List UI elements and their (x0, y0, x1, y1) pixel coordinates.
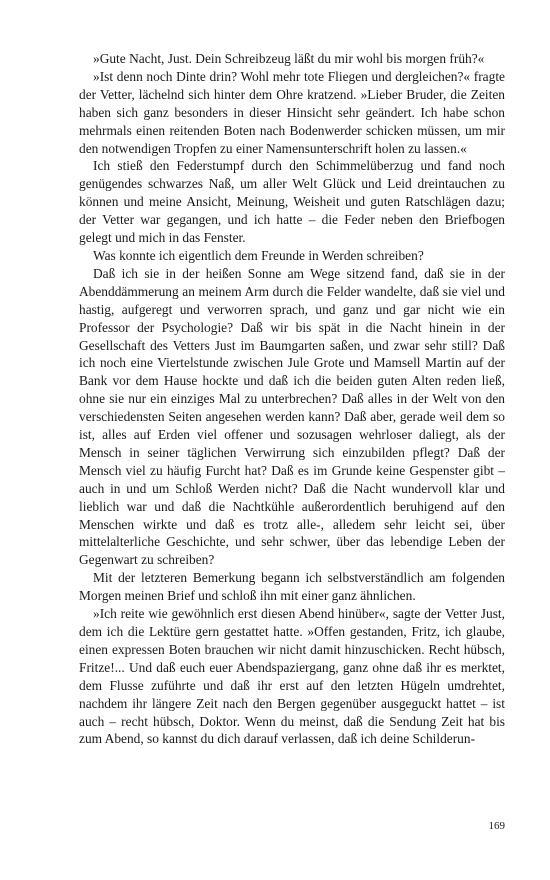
body-text (79, 50, 505, 748)
paragraph: Was konnte ich eigentlich dem Freunde in Werden schreiben? (93, 247, 424, 263)
paragraph: »Ich reite wie gewöhnlich erst diesen Abend hinüber«, sagte der Vetter Just, dem ich die Lektüre gern gestattet hatte. »Offen gestanden, Fritz, ich glaube, einen expressen Boten brauchen wir nicht damit hinzuschicken. Recht hübsch, Fritze!... Und daß euch euer Abendspaziergang, ganz ohne daß ihr es merktet, dem Flusse zuführte und daß ihr erst auf den letzten Hügeln umdrehtet, nachdem ihr längere Zeit nach den Bergen gegenüber ausgeguckt hattet – ist auch – recht hübsch, Doktor. Wenn du meinst, daß die Sendung Zeit hat bis zum Abend, so kannst du dich darauf verlassen, daß ich deine Schilderun- (79, 606, 505, 747)
paragraph: Mit der letzteren Bemerkung begann ich selbstverständlich am folgenden Morgen meinen Brief und schloß ihn mit einer ganz ähnlichen. (79, 570, 505, 604)
paragraph: »Gute Nacht, Just. Dein Schreibzeug läßt du mir wohl bis morgen früh?« (93, 51, 485, 66)
paragraph: »Ist denn noch Dinte drin? Wohl mehr tote Fliegen und dergleichen?« fragte der Vetter, lächelnd sich hinter dem Ohre kratzend. »Lieber Bruder, die Zeiten haben sich ganz besonders in dieser Hinsicht sehr geändert. Ich habe schon mehrmals einen reitenden Boten nach Bodenwerder schicken müssen, um mir den notwendigen Tropfen zu einer Namensunterschrift holen zu lassen.« (79, 68, 505, 156)
paragraph: Daß ich sie in der heißen Sonne am Wege sitzend fand, daß sie in der Abenddämmerung an meinem Arm durch die Felder wandelte, daß sie viel und hastig, aufgeregt und verworren sprach, und ganz und gar nicht wie ein Professor der Psychologie? Daß wir bis spät in die Nacht hinein in der Gesellschaft des Vetters Just im Baumgarten saßen, und zwar sehr still? Daß ich noch eine Viertelstunde zwischen Jule Grote und Mamsell Martin auf der Bank vor dem Hause hockte und daß ich die beiden guten Alten reden ließ, ohne sie nur ein einziges Mal zu unterbrechen? Daß alles in der Welt von den verschiedensten Seiten angesehen werden kann? Daß aber, gerade weil dem so ist, alles auf Erden viel offener und sozusagen wehrloser daliegt, als der Mensch in seiner täglichen Verwirrung sich einzubilden pflegt? Daß der Mensch viel zu häufig Furcht hat? Daß es im Grunde keine Gespenster gibt – auch in und um Schloß Werden nicht? Daß die Nacht wundervoll klar und lieblich war und daß die Nachtkühle außerordentlich beruhigend auf den Menschen wirkte und daß es trotz alle-, alledem sehr leicht sei, über mittelalterliche Geschichte, und sehr schwer, über das lebendige Leben der Gegenwart zu schreiben? (79, 265, 505, 568)
page-number: 169 (488, 820, 505, 832)
paragraph: Ich stieß den Federstumpf durch den Schimmelüberzug und fand noch genügendes schwarzes Naß, um aller Welt Glück und Leid dreintauchen zu können und meine Ansicht, Meinung, Weisheit und guten Ratschlägen dazu; der Vetter war gegangen, und ich hatte – die Feder neben den Briefbogen gelegt und mich in das Fenster. (79, 158, 505, 246)
